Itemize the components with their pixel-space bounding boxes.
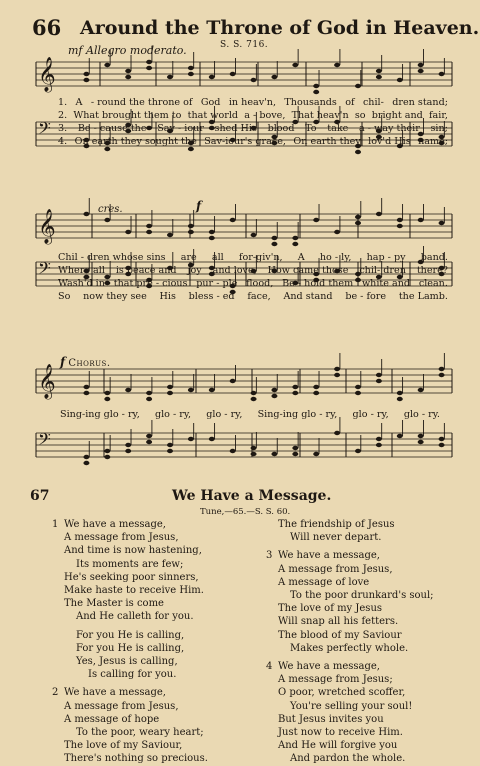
note-head: [397, 78, 403, 82]
note-head: [313, 218, 319, 222]
lyric-syllable: joy: [187, 265, 202, 276]
note-head: [146, 66, 152, 70]
verse-number: 3: [266, 550, 273, 562]
note-head: [418, 63, 424, 67]
note-head: [397, 434, 403, 438]
lyric-syllable: chil- dren: [359, 265, 406, 276]
note-head: [292, 446, 298, 450]
note-head: [397, 397, 403, 401]
lyric-syllable: band.: [420, 252, 448, 263]
note-head: [292, 452, 298, 456]
note-head: [125, 388, 131, 392]
note-head: [125, 443, 131, 447]
hymn-67-tune: Tune,—65.—S. S. 60.: [200, 507, 291, 517]
note-head: [313, 385, 319, 389]
note-head: [376, 75, 382, 79]
note-head: [439, 437, 445, 441]
lyric-syllable: His: [159, 291, 176, 302]
lyric-syllable: are: [180, 252, 197, 263]
verse-number: 4: [266, 661, 273, 673]
lyric-syllable: that world: [187, 110, 239, 121]
verse-column-left: [52, 518, 208, 766]
lyric-syllable: hap - py: [366, 252, 406, 263]
note-head: [125, 449, 131, 453]
verse-line: Make haste to receive Him.: [64, 585, 204, 597]
note-head: [209, 75, 215, 79]
note-head: [251, 391, 257, 395]
note-head: [104, 218, 110, 222]
note-head: [230, 72, 236, 76]
hymn-66-number: 66: [32, 15, 62, 40]
lyric-syllable: clean.: [418, 278, 448, 289]
lyric-syllable: is peace and: [115, 265, 177, 276]
tempo-marking: mf Allegro moderato.: [68, 44, 187, 57]
verse-line-text: We have a message,: [278, 550, 380, 562]
note-head: [334, 230, 340, 234]
note-head: [292, 236, 298, 240]
note-head: [313, 391, 319, 395]
lyric-line: [58, 291, 448, 303]
verse-line: And pardon the whole.: [290, 753, 406, 765]
lyric-syllable: That heav'n: [291, 110, 349, 121]
hymn-67-title: We Have a Message.: [172, 488, 332, 504]
lyric-syllable: Wash'd in: [58, 278, 105, 289]
note-head: [355, 391, 361, 395]
chorus-syllable: glo - ry,: [154, 409, 192, 420]
lyric-line: [58, 265, 448, 277]
lyric-syllable: pur - ple: [196, 278, 238, 289]
verse-line: The love of my Saviour,: [64, 740, 183, 752]
lyric-syllable: bright and: [371, 110, 423, 121]
verse-number: 1: [52, 519, 59, 530]
verse-line: Makes perfectly whole.: [290, 642, 409, 654]
note-head: [334, 367, 340, 371]
verse-line: There's nothing so precious.: [64, 753, 208, 765]
crescendo-marking: cres.: [98, 204, 123, 215]
note-head: [83, 78, 89, 82]
note-head: [292, 63, 298, 67]
chorus-heading: [60, 356, 111, 370]
note-head: [334, 431, 340, 435]
note-head: [125, 69, 131, 73]
verse-line: [266, 660, 434, 673]
note-head: [167, 233, 173, 237]
chorus-syllable: glo - ry,: [352, 409, 389, 420]
lyric-line: [58, 123, 448, 135]
note-head: [125, 75, 131, 79]
lyric-syllable: of: [345, 97, 355, 108]
note-head: [271, 75, 277, 79]
note-head: [104, 63, 110, 67]
note-head: [418, 388, 424, 392]
note-head: [397, 391, 403, 395]
lyric-syllable: a - bove,: [244, 110, 286, 121]
note-head: [146, 230, 152, 234]
lyric-syllable: there?: [416, 265, 448, 276]
note-head: [209, 437, 215, 441]
verse-line: You're selling your soul!: [290, 700, 413, 712]
treble-clef: 𝄞: [38, 209, 56, 244]
treble-clef: 𝄞: [38, 364, 56, 399]
note-head: [146, 391, 152, 395]
verse-line: But Jesus invites you: [278, 713, 384, 725]
lyric-line: [58, 278, 448, 290]
note-head: [439, 443, 445, 447]
note-head: [376, 212, 382, 216]
lyric-syllable: so: [354, 110, 366, 121]
note-head: [83, 455, 89, 459]
lyric-syllable: - round the throne of: [90, 97, 193, 108]
note-head: [146, 440, 152, 444]
verse-line: And He calleth for you.: [76, 611, 194, 623]
note-head: [146, 60, 152, 64]
note-head: [376, 437, 382, 441]
note-head: [230, 379, 236, 383]
verse-line: For you He is calling,: [76, 629, 185, 641]
lyric-line: [58, 97, 448, 109]
lyric-syllable: Sav-iour's grace,: [204, 136, 286, 147]
bass-clef: 𝄢: [38, 118, 51, 142]
verse-line: And He will forgive you: [278, 740, 398, 752]
note-head: [376, 443, 382, 447]
verse-line: [52, 518, 208, 531]
lyric-syllable: 3.: [58, 123, 68, 134]
note-head: [125, 230, 131, 234]
lyric-syllable: 4.: [58, 136, 68, 147]
lyric-syllable: chil-: [362, 97, 384, 108]
lyric-syllable: shed His: [214, 123, 257, 134]
lyric-syllable: 1.: [58, 97, 68, 108]
lyric-syllable: lov'd His: [368, 136, 411, 147]
note-head: [271, 388, 277, 392]
note-head: [313, 90, 319, 94]
lyric-syllable: Be - cause the: [77, 123, 147, 134]
lyric-syllable: in heav'n,: [228, 97, 277, 108]
lyric-syllable: To: [305, 123, 317, 134]
verse-line: A message from Jesus,: [64, 532, 179, 544]
lyric-syllable: blood: [267, 123, 295, 134]
note-head: [355, 385, 361, 389]
lyric-syllable: now they see: [83, 291, 147, 302]
note-head: [271, 394, 277, 398]
lyric-line: [58, 110, 448, 122]
note-head: [167, 391, 173, 395]
chorus-syllable: Sing-ing glo - ry,: [60, 409, 140, 420]
verse-line: The blood of my Saviour: [278, 629, 402, 641]
note-head: [188, 224, 194, 228]
lyric-line: [58, 136, 448, 148]
note-head: [104, 449, 110, 453]
lyric-line: [58, 252, 448, 264]
note-head: [83, 391, 89, 395]
note-head: [146, 434, 152, 438]
verse-column-right: [266, 518, 434, 766]
chorus-label: Chorus.: [68, 358, 111, 369]
note-head: [83, 385, 89, 389]
note-head: [104, 397, 110, 401]
note-head: [251, 446, 257, 450]
note-head: [251, 452, 257, 456]
note-head: [251, 78, 257, 82]
verse-line: A message from Jesus,: [64, 700, 179, 712]
verse-line: Is calling for you.: [88, 669, 177, 681]
verse-line: And time is now hastening,: [64, 545, 202, 557]
note-head: [209, 388, 215, 392]
verse-line: The friendship of Jesus: [278, 519, 395, 530]
note-head: [188, 72, 194, 76]
lyric-syllable: for-giv'n,: [238, 252, 283, 263]
note-head: [167, 75, 173, 79]
lyric-syllable: Sav - iour: [157, 123, 204, 134]
verse-line: A message of hope: [64, 713, 160, 725]
note-head: [376, 373, 382, 377]
note-head: [188, 66, 194, 70]
note-head: [313, 84, 319, 88]
note-head: [251, 233, 257, 237]
lyric-syllable: How came those: [267, 265, 349, 276]
note-head: [230, 218, 236, 222]
lyric-syllable: be - fore: [345, 291, 387, 302]
note-head: [292, 242, 298, 246]
chorus-syllable: glo - ry,: [206, 409, 243, 420]
verse-line-text: We have a message,: [64, 519, 166, 530]
lyric-syllable: God: [200, 97, 221, 108]
hymn-66-tune: S. S. 716.: [220, 40, 269, 50]
verse-line: A message of love: [278, 576, 370, 588]
note-head: [146, 224, 152, 228]
lyric-syllable: And stand: [283, 291, 333, 302]
note-head: [292, 391, 298, 395]
lyric-syllable: ho - ly,: [319, 252, 352, 263]
note-head: [104, 391, 110, 395]
verse-line: The love of my Jesus: [278, 603, 383, 615]
note-head: [313, 452, 319, 456]
note-head: [188, 230, 194, 234]
verse-line: A message from Jesus;: [278, 674, 393, 686]
bass-clef: 𝄢: [38, 258, 51, 282]
note-head: [188, 388, 194, 392]
verse-line: Will snap all his fetters.: [278, 616, 399, 628]
note-head: [146, 397, 152, 401]
lyric-syllable: face,: [247, 291, 271, 302]
note-head: [355, 215, 361, 219]
note-head: [397, 224, 403, 228]
treble-clef: 𝄞: [38, 57, 56, 92]
lyric-syllable: the Lamb.: [398, 291, 448, 302]
note-head: [439, 221, 445, 225]
note-head: [334, 63, 340, 67]
note-head: [376, 379, 382, 383]
lyric-syllable: fair,: [429, 110, 448, 121]
verse-line: The Master is come: [64, 598, 164, 610]
note-head: [209, 236, 215, 240]
lyric-syllable: name;: [418, 136, 448, 147]
note-head: [104, 455, 110, 459]
lyric-syllable: So: [58, 291, 71, 302]
note-head: [397, 218, 403, 222]
lyric-syllable: On earth they: [293, 136, 361, 147]
note-head: [418, 69, 424, 73]
lyric-syllable: Chil - dren whose sins: [58, 252, 166, 263]
note-head: [355, 449, 361, 453]
hymn-67-number: 67: [30, 488, 50, 504]
chorus-forte: f: [60, 355, 66, 369]
note-head: [355, 84, 361, 88]
lyric-syllable: bless - ed: [188, 291, 235, 302]
verse-line: Yes, Jesus is calling,: [76, 656, 178, 668]
verse-line-text: We have a message,: [64, 687, 166, 699]
note-head: [418, 440, 424, 444]
verse-line: He's seeking poor sinners,: [64, 571, 199, 583]
note-head: [439, 72, 445, 76]
lyric-syllable: Where all: [58, 265, 105, 276]
bass-clef: 𝄢: [38, 429, 51, 453]
lyric-syllable: take: [327, 123, 349, 134]
verse-line: Just now to receive Him.: [278, 727, 403, 739]
lyric-syllable: sin;: [430, 123, 448, 134]
lyric-syllable: 2.: [58, 110, 68, 121]
lyric-syllable: flood,: [246, 278, 274, 289]
lyric-syllable: Thousands: [284, 97, 337, 108]
note-head: [292, 385, 298, 389]
verse-line: [52, 686, 208, 699]
lyric-syllable: Be - hold them: [282, 278, 354, 289]
lyric-syllable: and love,: [212, 265, 257, 276]
note-head: [271, 242, 277, 246]
forte-marking: f: [196, 199, 202, 213]
lyric-syllable: a - way their: [359, 123, 420, 134]
verse-line: To the poor drunkard's soul;: [290, 590, 434, 602]
note-head: [439, 373, 445, 377]
note-head: [334, 373, 340, 377]
note-head: [251, 397, 257, 401]
note-head: [167, 385, 173, 389]
lyric-syllable: that pre - cious: [113, 278, 188, 289]
verse-line: Its moments are few;: [76, 558, 184, 570]
verse-line: For you He is calling,: [76, 642, 185, 654]
verse-line: O poor, wretched scoffer,: [278, 687, 406, 699]
note-head: [83, 212, 89, 216]
verse-line: A message from Jesus,: [278, 563, 393, 575]
verse-line-text: We have a message,: [278, 661, 380, 673]
note-head: [83, 72, 89, 76]
verse-number: 2: [52, 687, 59, 699]
lyric-syllable: dren stand;: [392, 97, 448, 108]
note-head: [418, 434, 424, 438]
lyric-syllable: A: [75, 97, 83, 108]
note-head: [439, 367, 445, 371]
note-head: [167, 449, 173, 453]
verse-line: Will never depart.: [290, 532, 382, 544]
note-head: [188, 437, 194, 441]
lyric-syllable: What brought them to: [73, 110, 182, 121]
note-head: [167, 443, 173, 447]
note-head: [355, 221, 361, 225]
note-head: [271, 452, 277, 456]
chorus-syllable: glo - ry.: [403, 409, 440, 420]
verse-line: To the poor, weary heart;: [76, 727, 204, 739]
note-head: [376, 69, 382, 73]
note-head: [230, 449, 236, 453]
note-head: [418, 218, 424, 222]
lyric-syllable: white and: [361, 278, 411, 289]
chorus-lyric-line: [60, 409, 440, 421]
note-head: [355, 150, 361, 154]
chorus-syllable: Sing-ing glo - ry,: [257, 409, 338, 420]
hymn-66-title: Around the Throne of God in Heaven.: [80, 17, 480, 39]
lyric-syllable: On earth they sought the: [74, 136, 197, 147]
note-head: [209, 230, 215, 234]
lyric-syllable: all: [211, 252, 224, 263]
note-head: [271, 236, 277, 240]
verse-line: [266, 549, 434, 562]
note-head: [83, 461, 89, 465]
lyric-syllable: A: [297, 252, 305, 263]
